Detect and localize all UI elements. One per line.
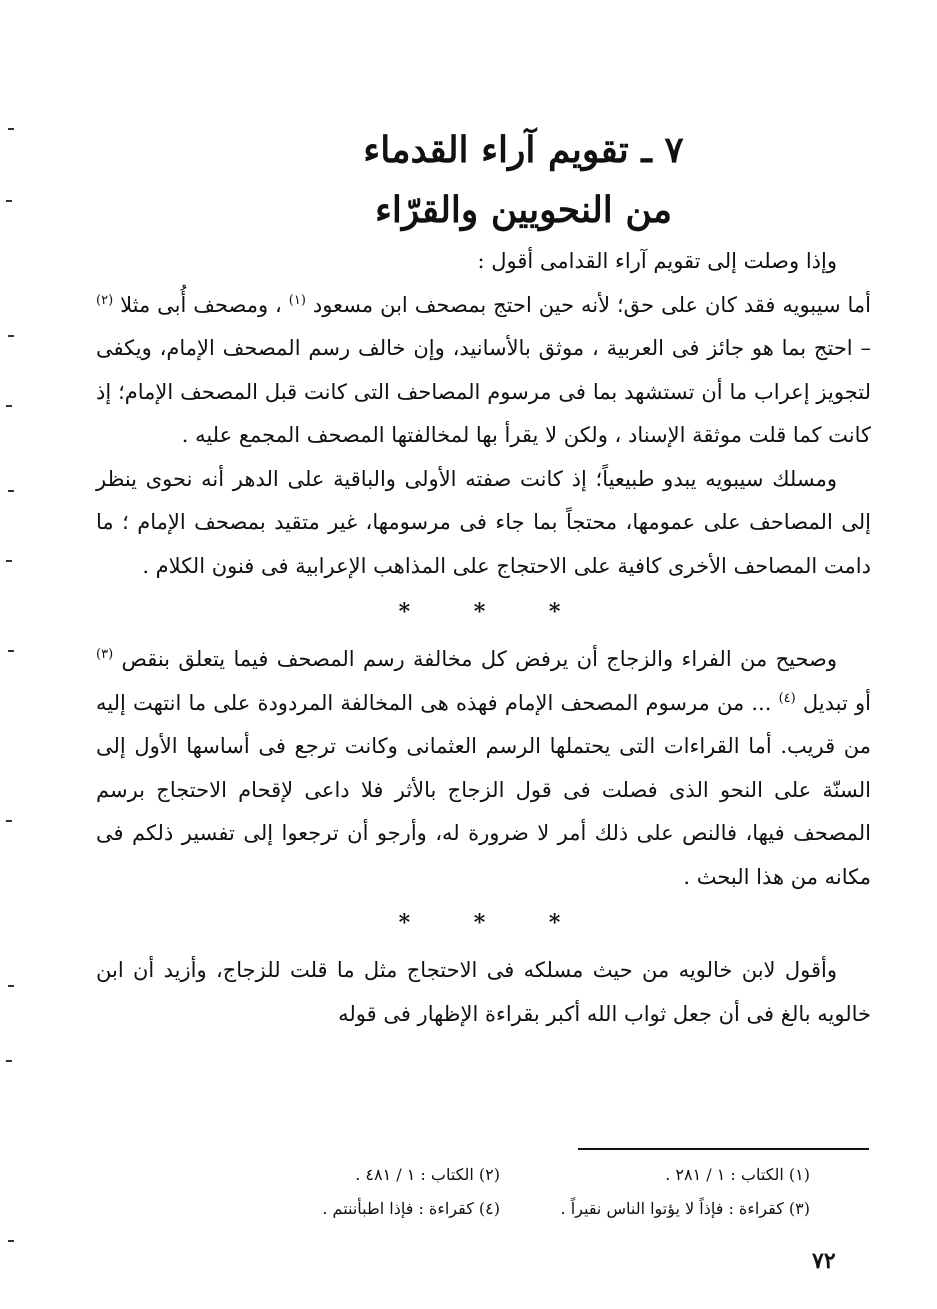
footnote-row xyxy=(190,1192,810,1226)
scan-mark xyxy=(8,650,14,652)
footnote-4: (٤) كقراءة : فإذا اطبأننتم . xyxy=(322,1199,500,1218)
footnote-3: (٣) كقراءة : فإذاً لا يؤتوا الناس نقيراً . xyxy=(560,1199,810,1218)
scan-mark xyxy=(6,200,12,202)
paragraph-text: أو تبديل xyxy=(802,690,871,715)
page-body xyxy=(96,120,871,1036)
section-separator-2: * * * xyxy=(398,910,589,936)
scan-mark xyxy=(6,560,12,562)
scan-mark xyxy=(8,985,14,987)
chapter-title xyxy=(96,120,871,240)
paragraph-sibawayh-method: ومسلك سيبويه يبدو طبيعياً؛ إذ كانت صفته الأولى والباقية على الدهر أنه نحوى ينظر إلى المصاحف على عمومها، محتجاً بما جاء فى مرسومها، غير متقيد بمصحف الإمام ؛ ما دامت المصاحف الأخرى كافية على الاحتجاج على المذاهب الإعرابية فى فنون الكلام . xyxy=(96,466,871,578)
footnote-ref-4: (٤) xyxy=(778,690,796,706)
paragraph-ibn-khalawayh: وأقول لابن خالويه من حيث مسلكه فى الاحتجاج مثل ما قلت للزجاج، وأزيد أن ابن خالويه بالغ فى أن جعل ثواب الله أكبر بقراءة الإظهار فى قوله xyxy=(96,958,871,1026)
page-number: ٧٢ xyxy=(812,1248,836,1274)
paragraph-text: ... من مرسوم المصحف الإمام فهذه هى المخالفة المردودة على ما انتهت إليه من قريب. أما القراءات التى يحتملها الرسم العثمانى وكانت ترجع فى أساسها الأول إلى السنّة على النحو الذى فصلت فى قول الزجاج بالأثر فلا داعى لإقحام الاحتجاج برسم المصحف فيها، فالنص على ذلك أمر لا ضرورة له، وأرجو أن ترجعوا إلى تفسير ذلكم فى مكانه من هذا البحث . xyxy=(96,690,871,889)
chapter-title-line-1: ٧ ـ تقويم آراء القدماء xyxy=(363,129,684,171)
section-separator-1: * * * xyxy=(398,599,589,625)
footnotes xyxy=(190,1158,810,1226)
intro-paragraph: وإذا وصلت إلى تقويم آراء القدامى أقول : xyxy=(477,249,837,273)
footnote-ref-2: (٢) xyxy=(96,292,114,308)
footnote-ref-3: (٣) xyxy=(96,647,114,662)
footnote-ref-1: (١) xyxy=(288,292,306,308)
scan-mark xyxy=(6,405,12,407)
scan-mark xyxy=(8,335,14,337)
scan-mark xyxy=(6,820,12,822)
paragraph-farra-zajjaj xyxy=(96,638,871,899)
paragraph-text: – احتج بما هو جائز فى العربية ، موثق بالأسانيد، وإن خالف رسم المصحف الإمام، ويكفى لتجويز إعراب ما أن تستشهد بما فى مرسوم المصاحف التى كانت قبل المصحف الإمام؛ إذ كانت كما قلت موثقة الإسناد ، ولكن لا يقرأ بها لمخالفتها المصحف المجمع عليه . xyxy=(96,336,871,447)
paragraph-text: أما سيبويه فقد كان على حق؛ لأنه حين احتج بمصحف ابن مسعود xyxy=(312,292,871,317)
scan-mark xyxy=(6,1060,12,1062)
scan-mark xyxy=(8,128,14,130)
footnote-divider xyxy=(578,1148,869,1150)
scan-mark xyxy=(8,1240,14,1242)
footnote-1: (١) الكتاب : ١ / ٢٨١ . xyxy=(665,1165,810,1184)
paragraph-text: ، ومصحف أُبى مثلا xyxy=(120,292,282,317)
paragraph-sibawayh xyxy=(96,284,871,458)
scan-mark xyxy=(8,490,14,492)
footnote-2: (٢) الكتاب : ١ / ٤٨١ . xyxy=(355,1165,500,1184)
paragraph-text: وصحيح من الفراء والزجاج أن يرفض كل مخالفة رسم المصحف فيما يتعلق بنقص xyxy=(121,647,837,671)
footnote-row xyxy=(190,1158,810,1192)
chapter-title-line-2: من النحويين والقرّاء xyxy=(374,189,673,231)
